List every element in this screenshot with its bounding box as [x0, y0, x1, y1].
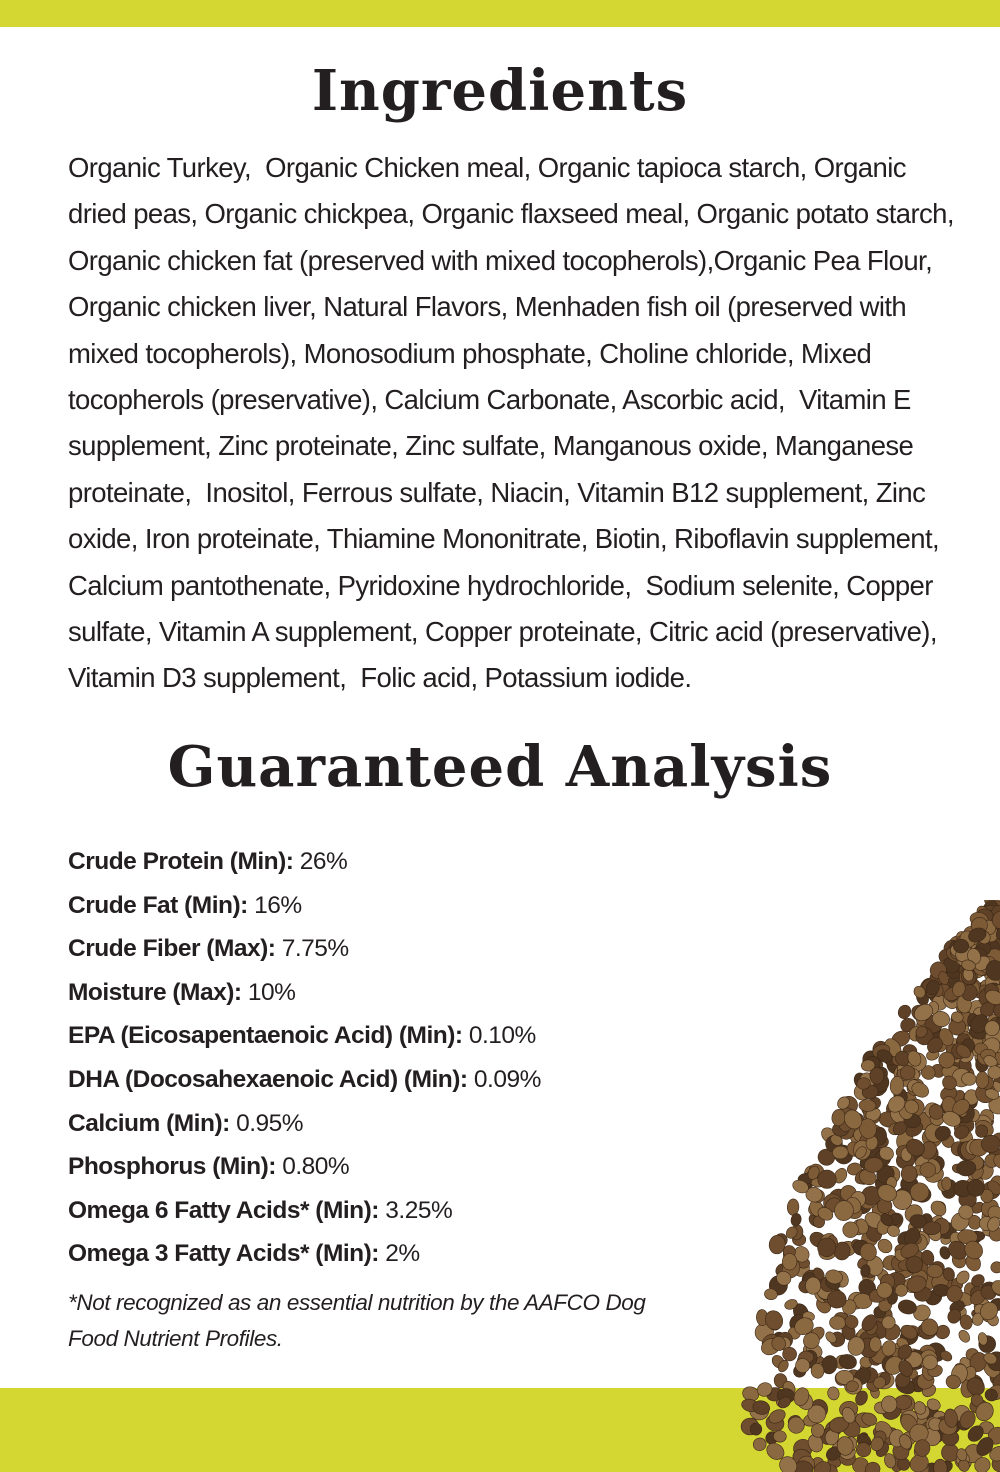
analysis-value: 26% — [293, 848, 348, 875]
analysis-row-crude-fat — [68, 884, 768, 928]
kibble-piece — [870, 1067, 884, 1084]
analysis-label: Omega 6 Fatty Acids* (Min): — [68, 1196, 379, 1224]
analysis-label: Crude Fat (Min): — [68, 891, 248, 919]
analysis-row-omega-3 — [68, 1232, 768, 1276]
analysis-label: DHA (Docosahexaenoic Acid) (Min): — [68, 1065, 468, 1093]
ingredients-line: tocopherols (preservative), Calcium Carbonate, Ascorbic acid, Vitamin E — [68, 384, 911, 416]
kibble-piece — [953, 939, 968, 953]
kibble-piece — [785, 1414, 806, 1436]
analysis-label: Omega 3 Fatty Acids* (Min): — [68, 1240, 379, 1268]
analysis-row-crude-fiber — [68, 927, 768, 971]
kibble-piece — [990, 1261, 1000, 1274]
kibble-piece — [818, 1170, 837, 1188]
ingredients-line: Organic chicken fat (preserved with mixed tocopherols),Organic Pea Flour, — [68, 244, 933, 276]
analysis-value: 16% — [247, 891, 302, 919]
ingredients-line: supplement, Zinc proteinate, Zinc sulfate, Manganous oxide, Manganese — [68, 430, 914, 462]
analysis-label: Moisture (Max): — [68, 978, 242, 1006]
kibble-piece — [895, 1284, 908, 1297]
kibble-piece — [832, 1146, 848, 1159]
analysis-value: 0.09% — [467, 1065, 541, 1093]
analysis-label: EPA (Eicosapentaenoic Acid) (Min): — [68, 1022, 463, 1050]
analysis-row-moisture — [68, 971, 768, 1015]
kibble-piece — [976, 1072, 989, 1089]
ingredients-line: sulfate, Vitamin A supplement, Copper proteinate, Citric acid (preservative), — [68, 616, 937, 648]
analysis-value: 0.95% — [229, 1109, 304, 1137]
analysis-label: Crude Fiber (Max): — [68, 935, 276, 963]
ingredients-line: dried peas, Organic chickpea, Organic flaxseed meal, Organic potato starch, — [68, 198, 954, 230]
kibble-pieces — [740, 900, 1000, 1472]
ingredients-line: proteinate, Inositol, Ferrous sulfate, Niacin, Vitamin B12 supplement, Zinc — [68, 476, 926, 508]
ingredients-line: Calcium pantothenate, Pyridoxine hydrochloride, Sodium selenite, Copper — [68, 569, 933, 601]
kibble-piece — [939, 1052, 955, 1068]
ingredients-text — [68, 145, 958, 702]
ingredients-line: Vitamin D3 supplement, Folic acid, Potassium iodide. — [68, 662, 692, 694]
analysis-label: Calcium (Min): — [68, 1109, 230, 1137]
kibble-piece — [869, 1337, 881, 1352]
ingredients-line: Organic chicken liver, Natural Flavors, Menhaden fish oil (preserved with — [68, 291, 907, 323]
guaranteed-analysis-list — [68, 840, 768, 1276]
analysis-row-crude-protein — [68, 840, 768, 884]
analysis-row-epa — [68, 1014, 768, 1058]
analysis-row-phosphorus — [68, 1145, 768, 1189]
footnote-line: *Not recognized as an essential nutrition by the AAFCO Dog — [68, 1290, 646, 1315]
kibble-piece — [920, 1162, 936, 1177]
ingredients-line: Organic Turkey, Organic Chicken meal, Organic tapioca starch, Organic — [68, 152, 906, 183]
kibble-pile-image — [740, 900, 1000, 1472]
analysis-row-omega-6 — [68, 1189, 768, 1233]
analysis-label: Phosphorus (Min): — [68, 1153, 276, 1181]
top-accent-band — [0, 0, 1000, 27]
analysis-value: 3.25% — [378, 1196, 453, 1224]
kibble-piece — [782, 1347, 797, 1361]
ingredients-heading: Ingredients — [311, 58, 689, 124]
kibble-piece — [981, 1135, 1000, 1153]
analysis-value: 0.80% — [275, 1153, 350, 1181]
kibble-piece — [826, 1386, 840, 1402]
analysis-value: 7.75% — [275, 935, 349, 963]
kibble-piece — [896, 1003, 913, 1021]
aafco-footnote — [68, 1285, 748, 1357]
ingredients-line: mixed tocopherols), Monosodium phosphate, Choline chloride, Mixed — [68, 337, 872, 369]
kibble-piece — [782, 1253, 797, 1270]
kibble-piece — [957, 1328, 972, 1344]
footnote-line: Food Nutrient Profiles. — [68, 1326, 283, 1351]
analysis-value: 2% — [378, 1240, 420, 1268]
kibble-piece — [901, 1165, 917, 1182]
analysis-value: 0.10% — [462, 1022, 536, 1050]
ingredients-line: oxide, Iron proteinate, Thiamine Mononitrate, Biotin, Riboflavin supplement, — [68, 523, 940, 555]
analysis-value: 10% — [241, 978, 296, 1006]
kibble-piece — [805, 1277, 821, 1295]
analysis-label: Crude Protein (Min): — [68, 848, 294, 875]
kibble-piece — [787, 1199, 799, 1216]
analysis-row-dha — [68, 1058, 768, 1102]
guaranteed-analysis-heading: Guaranteed Analysis — [167, 734, 833, 800]
analysis-row-calcium — [68, 1102, 768, 1146]
